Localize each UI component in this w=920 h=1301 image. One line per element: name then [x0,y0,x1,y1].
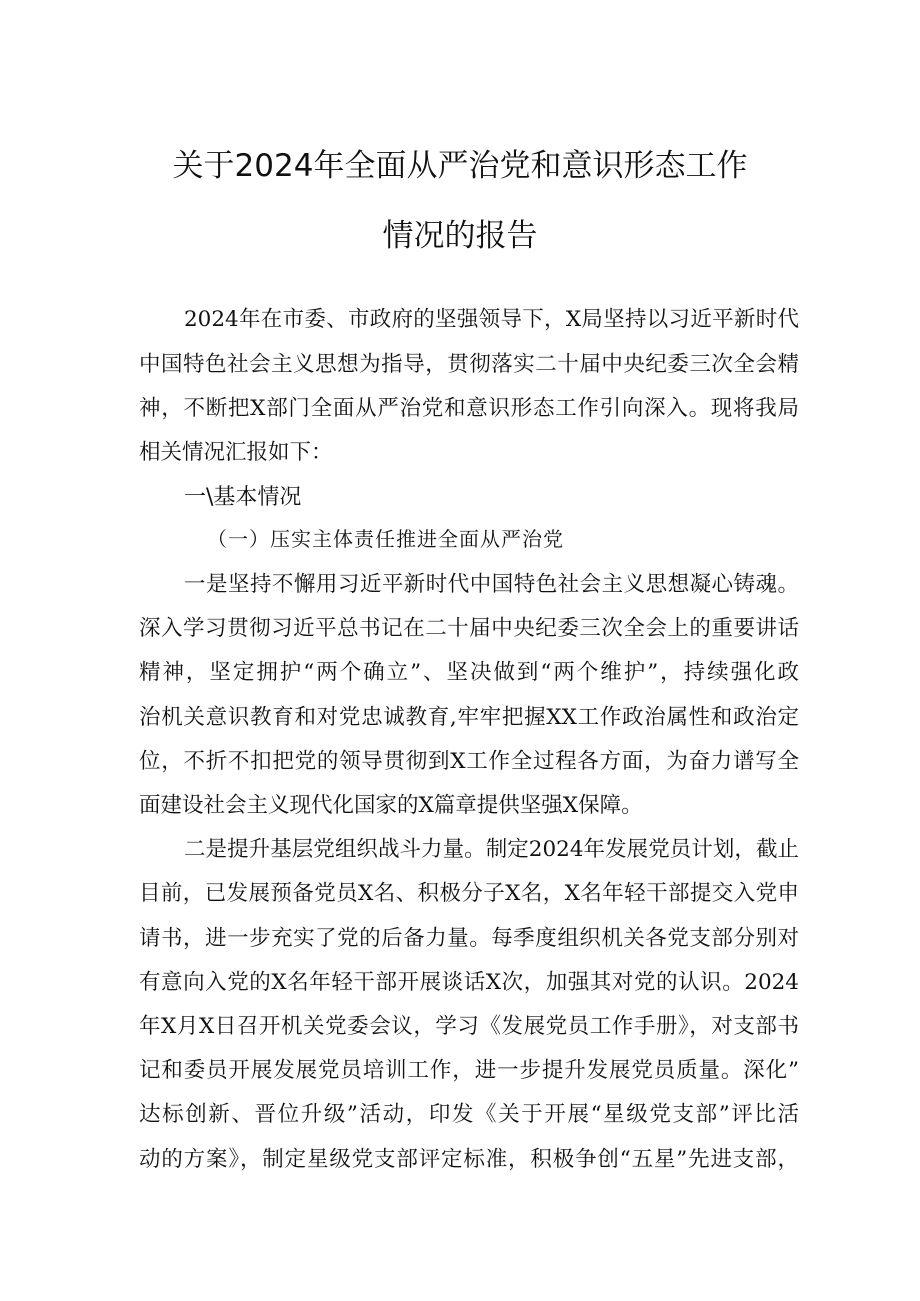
paragraph-line: 记和委员开展发展党员培训工作，进一步提升发展党员质量。深化” [139,1058,799,1083]
section-heading: 一\基本情况 [184,485,302,510]
intro-line: 相关情况汇报如下： [139,440,333,465]
paragraph-line: 年X月X日召开机关党委会议，学习《发展党员工作手册》，对支部书 [139,1014,799,1039]
paragraph-line: 面建设社会主义现代化国家的X篇章提供坚强X保障。 [139,793,643,818]
intro-line: 神，不断把X部门全面从严治党和意识形态工作引向深入。现将我局 [139,396,799,421]
paragraph-line: 动的方案》，制定星级党支部评定标准，积极争创“五星”先进支部， [139,1147,799,1172]
document-title-line-2: 情况的报告 [382,218,538,254]
paragraph-line: 达标创新、晋位升级”活动，印发《关于开展“星级党支部”评比活 [139,1102,799,1127]
paragraph-line: 位，不折不扣把党的领导贯彻到X工作全过程各方面，为奋力谱写全 [139,749,799,774]
subsection-heading: （一）压实主体责任推进全面从严治党 [207,527,564,551]
paragraph-line: 精神，坚定拥护“两个确立”、坚决做到“两个维护”，持续强化政 [139,660,799,685]
document-title-line-1: 关于2024年全面从严治党和意识形态工作 [172,148,748,184]
paragraph-line: 二是提升基层党组织战斗力量。制定2024年发展党员计划，截止 [184,837,799,862]
intro-line: 中国特色社会主义思想为指导，贯彻落实二十届中央纪委三次全会精 [139,352,799,377]
paragraph-line: 有意向入党的X名年轻干部开展谈话X次，加强其对党的认识。2024 [139,970,799,995]
paragraph-line: 请书，进一步充实了党的后备力量。每季度组织机关各党支部分别对 [139,926,799,951]
paragraph-line: 一是坚持不懈用习近平新时代中国特色社会主义思想凝心铸魂。 [184,572,799,597]
paragraph-line: 目前，已发展预备党员X名、积极分子X名，X名年轻干部提交入党申 [139,881,799,906]
intro-line: 2024年在市委、市政府的坚强领导下，X局坚持以习近平新时代 [184,307,799,332]
paragraph-line: 治机关意识教育和对党忠诚教育,牢牢把握XX工作政治属性和政治定 [139,705,799,730]
paragraph-line: 深入学习贯彻习近平总书记在二十届中央纪委三次全会上的重要讲话 [139,616,799,641]
